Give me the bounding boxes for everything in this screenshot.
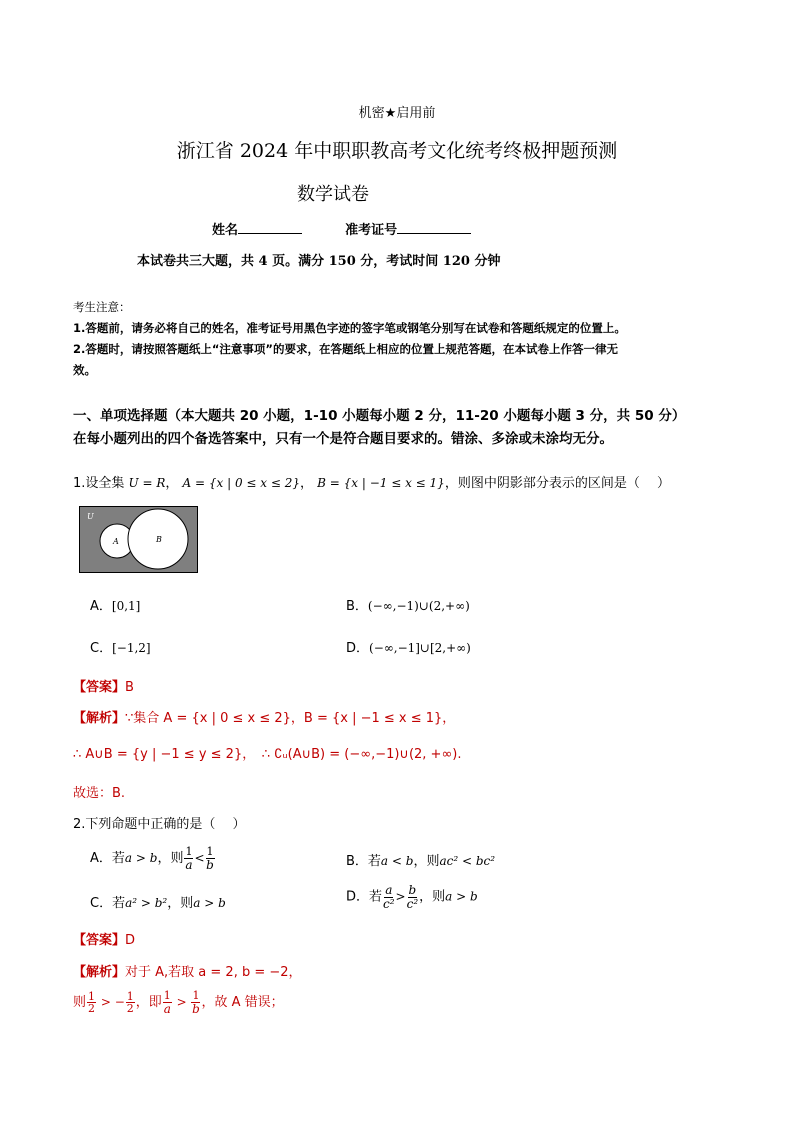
q2-d-label: D．若 [346, 889, 383, 905]
venn-label-b: B [156, 535, 162, 544]
frac-num: a [385, 883, 393, 897]
q2-b-cond: a < b [380, 854, 414, 868]
q2-option-b [346, 850, 495, 869]
q2-answer [73, 929, 135, 948]
q2-a-frac-2 [206, 846, 215, 871]
answer-tag: 【答案】 [73, 933, 126, 948]
analysis-tag: 【解析】 [73, 965, 126, 980]
name-label: 姓名 [212, 223, 239, 238]
q2-c-label: C．若 [90, 896, 126, 911]
frac-den: 2 [88, 1002, 96, 1016]
id-label: 准考证号 [345, 223, 398, 238]
q1-suffix: ，则图中阴影部分表示的区间是（ ） [444, 476, 670, 491]
notice-item-2: 2.答题时，请按照答题纸上“注意事项”的要求，在答题纸上相应的位置上规范答题，在本试卷上作答一律无 [73, 342, 618, 356]
option-b-value: (−∞,−1)∪(2,+∞) [367, 599, 470, 613]
exam-subtitle: 数学试卷 [297, 184, 369, 205]
id-blank [397, 219, 471, 234]
frac-den: a [185, 857, 193, 872]
q1-analysis-line-2: ∴ A∪B = {y | −1 ≤ y ≤ 2}， ∴ ∁ᵤ(A∪B) = (−∞,−1)∪(2, +∞). [73, 747, 462, 762]
answer-value: B [125, 680, 134, 695]
frac-num: 1 [185, 845, 193, 858]
exam-title: 浙江省 2024 年中职职教高考文化统考终极押题预测 [176, 140, 618, 162]
l2-frac-2 [126, 991, 135, 1015]
frac-num: b [408, 883, 417, 897]
analysis-tag: 【解析】 [73, 711, 126, 726]
name-blank [238, 219, 302, 234]
option-c-value: [−1,2] [112, 641, 151, 655]
q2-a-cond: a > b [124, 851, 158, 866]
frac-num: 1 [206, 845, 214, 858]
q1-option-d [346, 637, 471, 656]
q1-set-b: B = {x | −1 ≤ x ≤ 1} [317, 476, 445, 490]
q2-c-then: ，则 [167, 896, 194, 911]
l2-gt: > − [97, 995, 125, 1010]
frac-den: 2 [126, 1002, 134, 1016]
q2-d-frac-2 [407, 884, 419, 910]
venn-diagram [79, 506, 199, 574]
q1-analysis [73, 707, 455, 726]
l2-frac-3 [163, 990, 172, 1015]
frac-num: 1 [192, 989, 200, 1002]
question-1-stem: 1.设全集 U = R， A = {x | 0 ≤ x ≤ 2}， B = {x | −1 ≤ x ≤ 1}，则图中阴影部分表示的区间是（ ） [73, 476, 670, 491]
option-c-label: C． [90, 641, 113, 656]
q2-option-c [90, 892, 226, 911]
option-b-label: B． [346, 599, 368, 614]
frac-den: c² [406, 896, 419, 911]
l2-end: ，故 A 错误； [201, 995, 284, 1011]
q2-d-result: a > b [445, 889, 478, 904]
q1-option-c [90, 637, 151, 656]
frac-den: c² [383, 896, 395, 911]
q2-c-result: a > b [193, 896, 226, 910]
confidential-mark: 机密★启用前 [358, 106, 436, 121]
q2-d-then: ，则 [419, 889, 446, 905]
q1-option-b [346, 595, 470, 614]
q1-prefix: 1.设全集 [73, 476, 125, 491]
notice-heading: 考生注意： [73, 300, 131, 314]
option-a-label: A． [90, 599, 112, 614]
frac-num: 1 [126, 989, 134, 1003]
q2-b-then: ，则 [413, 854, 440, 869]
exam-info: 本试卷共三大题，共 4 页。满分 150 分，考试时间 120 分钟 [137, 254, 501, 269]
option-d-label: D． [346, 641, 370, 656]
q1-set-a: A = {x | 0 ≤ x ≤ 2} [182, 476, 300, 490]
answer-tag: 【答案】 [73, 680, 126, 695]
q2-b-result: ac² < bc² [439, 854, 496, 868]
frac-den: b [206, 857, 214, 872]
option-d-value: (−∞,−1]∪[2,+∞) [369, 641, 471, 655]
q2-c-cond: a² > b² [125, 896, 168, 910]
option-a-value: [0,1] [111, 599, 141, 613]
q2-analysis-line-2 [73, 990, 284, 1015]
q2-a-label: A．若 [90, 851, 125, 867]
frac-den: b [192, 1001, 200, 1016]
section-instructions: 在每小题列出的四个备选答案中，只有一个是符合题目要求的。错涂、多涂或未涂均无分。 [73, 431, 613, 447]
venn-label-a: A [113, 537, 119, 546]
q2-d-frac-1 [383, 884, 395, 910]
frac-num: 1 [88, 989, 96, 1003]
q2-option-a: A．若a > b，则 $\frac{1}{a}$ < $\frac{1}{b}$ [90, 845, 214, 872]
q2-a-frac-1 [184, 846, 193, 871]
q1-set-u: U = R [128, 476, 166, 490]
l2-prefix: 则 [73, 995, 87, 1011]
venn-label-u: U [87, 512, 94, 521]
section-heading: 一、单项选择题（本大题共 20 小题，1-10 小题每小题 2 分，11-20 小题每小题 3 分，共 50 分） [73, 408, 686, 424]
q1-answer [73, 676, 134, 695]
notice-item-2-cont: 效。 [73, 363, 96, 377]
analysis-line-1: ∵集合 A = {x | 0 ≤ x ≤ 2}，B = {x | −1 ≤ x ≤ 1}， [125, 711, 456, 726]
q1-conclusion: 故选：B. [73, 786, 126, 801]
candidate-info-row [212, 219, 471, 238]
analysis-line-1: 对于 A,若取 a = 2, b = −2， [125, 965, 302, 980]
l2-frac-4 [191, 990, 200, 1015]
q1-option-a [90, 595, 140, 614]
question-2-stem: 2.下列命题中正确的是（ ） [73, 817, 246, 832]
notice-item-1: 1.答题前，请务必将自己的姓名，准考证号用黑色字迹的签字笔或钢笔分别写在试卷和答题纸规定的位置上。 [73, 321, 626, 335]
l2-gt2: > [172, 995, 191, 1010]
l2-frac-1 [87, 991, 96, 1015]
l2-mid: ，即 [135, 995, 162, 1011]
answer-value: D [125, 933, 136, 948]
q2-analysis [73, 961, 302, 980]
frac-den: a [163, 1001, 171, 1016]
q2-a-then: ，则 [157, 851, 184, 867]
frac-num: 1 [163, 989, 171, 1002]
q2-b-label: B．若 [346, 854, 381, 869]
q2-option-d: D．若 $\frac{a}{\text{c²}}$ > $\frac{b}{\text{c²}}$ ，则a > b [346, 883, 478, 911]
